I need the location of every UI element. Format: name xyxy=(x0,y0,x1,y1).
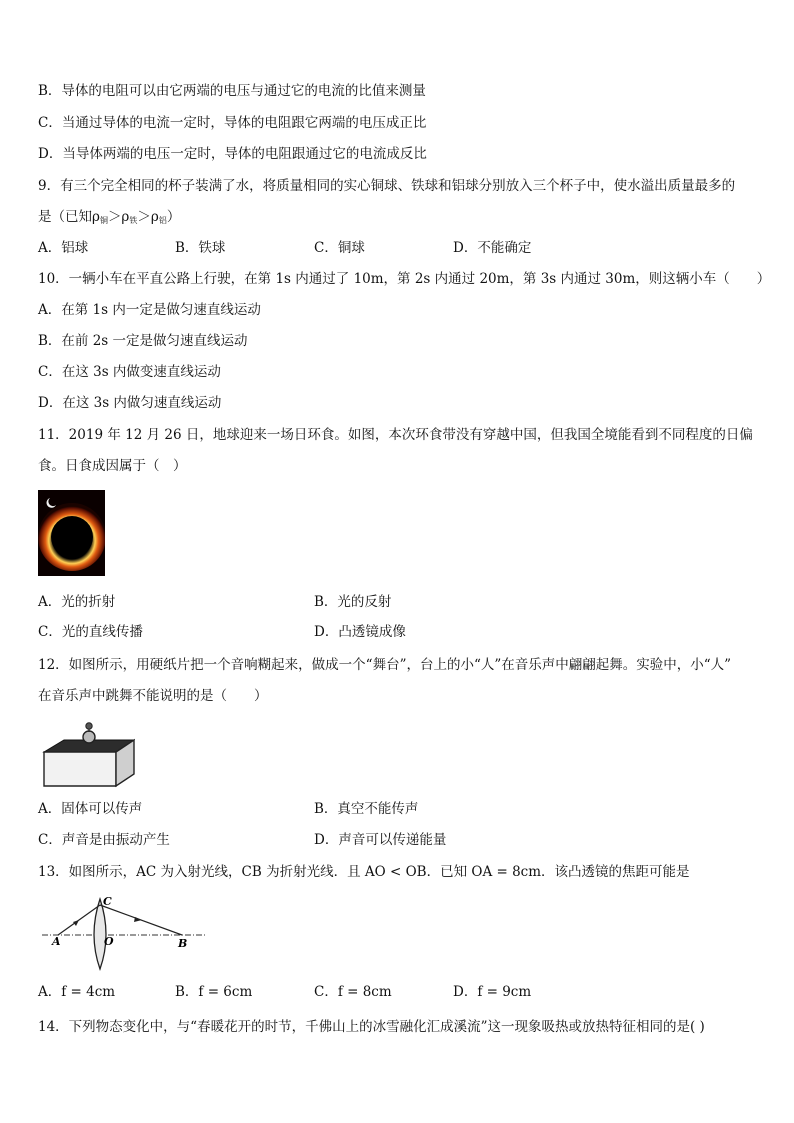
q8-option-c: C．当通过导体的电流一定时，导体的电阻跟它两端的电压成正比 xyxy=(38,115,427,131)
q13-option-c: C．f = 8cm xyxy=(314,984,392,1000)
paper-figure-icon xyxy=(83,731,95,743)
q11-stem-line1: 11．2019 年 12 月 26 日，地球迎来一场日环食。如图，本次环食带没有穿越中国，但我国全境能看到不同程度的日偏 xyxy=(38,427,753,443)
q9-stem-pre: 是（已知ρ xyxy=(38,209,100,225)
q11-option-b: B．光的反射 xyxy=(314,594,392,610)
q9-stem-post: ） xyxy=(166,209,181,225)
eclipse-moon-disc xyxy=(51,516,93,558)
q12-option-a: A．固体可以传声 xyxy=(38,801,143,817)
q12-option-d: D．声音可以传递能量 xyxy=(314,832,447,848)
q9-gt1: ＞ρ xyxy=(107,209,130,225)
solar-eclipse-image xyxy=(38,490,105,576)
q11-option-d: D．凸透镜成像 xyxy=(314,624,406,640)
q8-option-d: D．当导体两端的电压一定时，导体的电阻跟通过它的电流成反比 xyxy=(38,146,427,162)
q11-option-c: C．光的直线传播 xyxy=(38,624,143,640)
incident-arrow-icon xyxy=(73,920,79,926)
label-c: C xyxy=(103,895,112,908)
q9-option-b: B．铁球 xyxy=(175,240,226,256)
q12-option-c: C．声音是由振动产生 xyxy=(38,832,170,848)
q10-option-b: B．在前 2s 一定是做匀速直线运动 xyxy=(38,333,248,349)
q10-option-c: C．在这 3s 内做变速直线运动 xyxy=(38,364,221,380)
q11-option-a: A．光的折射 xyxy=(38,594,116,610)
label-a: A xyxy=(52,935,61,948)
q9-stem-line2 xyxy=(38,207,180,231)
label-b: B xyxy=(178,937,188,950)
speaker-stage-image xyxy=(40,718,135,788)
q13-option-a: A．f = 4cm xyxy=(38,984,116,1000)
q12-stem-line2: 在音乐声中跳舞不能说明的是（ ） xyxy=(38,688,268,704)
refracted-arrow-icon xyxy=(134,917,142,922)
q9-sub-al: 铝 xyxy=(158,216,167,225)
paper-figure-head xyxy=(86,723,92,729)
convex-lens-diagram xyxy=(40,895,210,973)
q9-option-a: A．铝球 xyxy=(38,240,89,256)
q9-option-d: D．不能确定 xyxy=(453,240,532,256)
label-o: O xyxy=(104,935,114,948)
q12-stem-line1: 12．如图所示，用硬纸片把一个音响糊起来，做成一个“舞台”，台上的小“人”在音乐声中翩翩起舞。实验中，小“人” xyxy=(38,657,732,673)
q10-stem: 10．一辆小车在平直公路上行驶，在第 1s 内通过了 10m，第 2s 内通过 20m，第 3s 内通过 30m，则这辆小车（ ） xyxy=(38,271,771,287)
q9-sub-fe: 铁 xyxy=(129,216,138,225)
q13-stem: 13．如图所示，AC 为入射光线，CB 为折射光线．且 AO < OB．已知 OA = 8cm．该凸透镜的焦距可能是 xyxy=(38,864,690,880)
stage-front xyxy=(44,752,116,786)
q9-gt2: ＞ρ xyxy=(137,209,159,225)
q11-stem-line2: 食。日食成因属于（ ） xyxy=(38,458,187,474)
q10-option-a: A．在第 1s 内一定是做匀速直线运动 xyxy=(38,302,261,318)
q14-stem: 14．下列物态变化中，与“春暖花开的时节，千佛山上的冰雪融化汇成溪流”这一现象吸热或放热特征相同的是( ) xyxy=(38,1019,705,1035)
q10-option-d: D．在这 3s 内做匀速直线运动 xyxy=(38,395,222,411)
q13-option-d: D．f = 9cm xyxy=(453,984,532,1000)
q8-option-b: B．导体的电阻可以由它两端的电压与通过它的电流的比值来测量 xyxy=(38,83,426,99)
q9-sub-cu: 铜 xyxy=(99,216,108,225)
q9-option-c: C．铜球 xyxy=(314,240,365,256)
convex-lens-shape xyxy=(94,899,106,969)
q12-option-b: B．真空不能传声 xyxy=(314,801,419,817)
q9-stem-line1: 9．有三个完全相同的杯子装满了水，将质量相同的实心铜球、铁球和铝球分别放入三个杯子中，使水溢出质量最多的 xyxy=(38,178,736,194)
q13-option-b: B．f = 6cm xyxy=(175,984,253,1000)
